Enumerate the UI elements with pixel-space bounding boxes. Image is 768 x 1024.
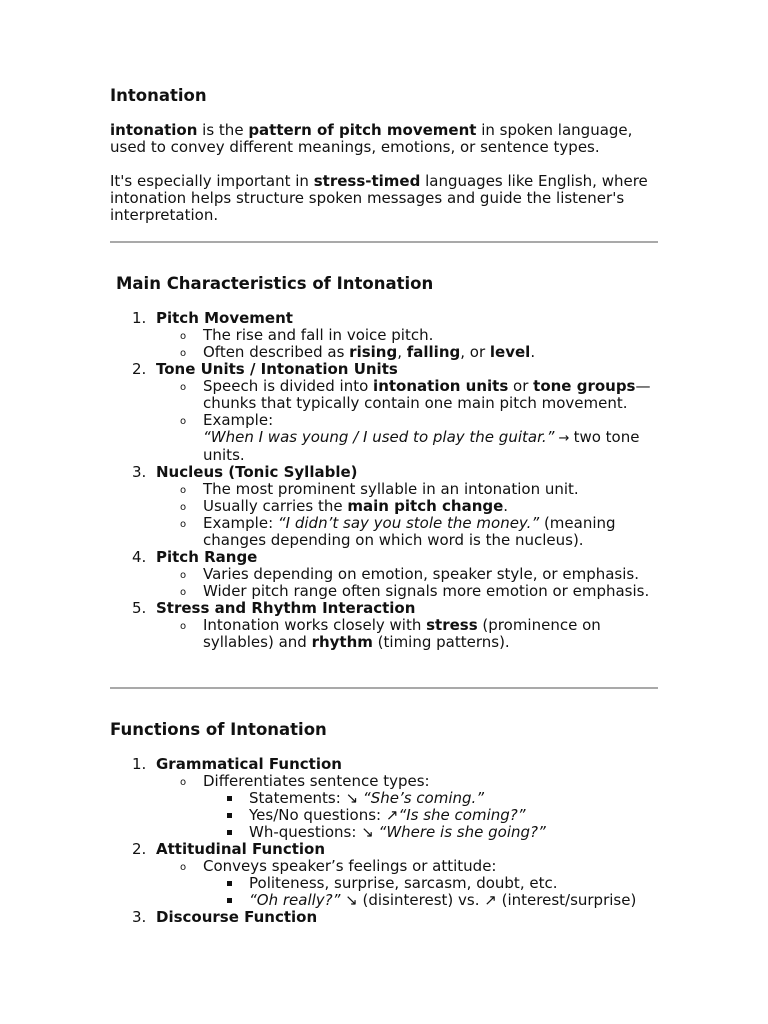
list-item: o Intonation works closely with stress (prominence on syllables) and rhythm (timing patterns). bbox=[180, 616, 601, 651]
list-item: o Varies depending on emotion, speaker style, or emphasis. bbox=[180, 565, 639, 583]
list-item: 3. Discourse Function bbox=[132, 908, 318, 926]
section-heading-functions: Functions of Intonation bbox=[110, 720, 327, 739]
characteristics-list bbox=[110, 310, 670, 651]
rising-arrow-icon: ↗ bbox=[385, 806, 399, 824]
list-item: o Differentiates sentence types: Statements: ↘ “She’s coming.” Yes/No questions: ↗“Is she coming?” Wh-questions: ↘ “Where is she going?” bbox=[156, 773, 670, 841]
list-item: o Speech is divided into intonation units or tone groups—chunks that typically contain one main pitch movement. bbox=[180, 377, 651, 412]
list-item: o Example: “I didn’t say you stole the money.” (meaning changes depending on which word is the nucleus). bbox=[180, 514, 616, 549]
functions-list bbox=[110, 756, 670, 926]
list-item: o The rise and fall in voice pitch. bbox=[180, 326, 434, 344]
list-item: 2. Tone Units / Intonation Units o Speech is divided into intonation units or tone groups—chunks that typically contain one main pitch movement. o Example: “When I was young / I used to play the guitar.” → two tone units. bbox=[110, 361, 670, 464]
list-item: o The most prominent syllable in an intonation unit. bbox=[180, 480, 579, 498]
falling-arrow-icon: ↘ bbox=[361, 823, 374, 841]
horizontal-divider bbox=[110, 241, 658, 243]
list-item: 1. Grammatical Function o Differentiates sentence types: Statements: ↘ “She’s coming.” Yes/No questions: ↗“Is she coming?” Wh-questions: ↘ “Where is she going?” bbox=[110, 756, 670, 841]
list-item: 4. Pitch Range o Varies depending on emotion, speaker style, or emphasis. o Wider pitch range often signals more emotion or emphasis. bbox=[110, 549, 670, 600]
list-item: o Usually carries the main pitch change. bbox=[180, 497, 509, 515]
list-item: o Often described as rising, falling, or level. bbox=[180, 343, 536, 361]
square-bullet-icon bbox=[227, 830, 232, 835]
list-item: “Oh really?” ↘ (disinterest) vs. ↗ (interest/surprise) bbox=[203, 892, 670, 909]
falling-arrow-icon: ↘ bbox=[340, 891, 363, 909]
list-item: 5. Stress and Rhythm Interaction o Intonation works closely with stress (prominence on syllables) and rhythm (timing patterns). bbox=[110, 600, 670, 651]
term-intonation: intonation bbox=[110, 121, 198, 139]
list-item: o Conveys speaker’s feelings or attitude: Politeness, surprise, sarcasm, doubt, etc. “Oh really?” ↘ (disinterest) vs. ↗ (interest/surprise) bbox=[156, 858, 670, 909]
square-bullet-icon bbox=[227, 813, 232, 818]
list-item: Politeness, surprise, sarcasm, doubt, etc. bbox=[203, 875, 670, 892]
rising-arrow-icon: ↗ bbox=[484, 891, 497, 909]
list-item: 1. Pitch Movement o The rise and fall in voice pitch. o Often described as rising, falling, or level. bbox=[110, 310, 670, 361]
list-item: 2. Attitudinal Function o Conveys speaker’s feelings or attitude: Politeness, surprise, sarcasm, doubt, etc. “Oh really?” ↘ (disinterest) vs. ↗ (interest/surprise) bbox=[110, 841, 670, 909]
horizontal-divider bbox=[110, 687, 658, 689]
list-item: o Wider pitch range often signals more emotion or emphasis. bbox=[180, 582, 650, 600]
list-item: Wh-questions: ↘ “Where is she going?” bbox=[203, 824, 670, 841]
list-item: 3. Nucleus (Tonic Syllable) o The most prominent syllable in an intonation unit. o Usually carries the main pitch change. o Example: “I didn’t say you stole the money.” (meaning changes depending on which word is the nucleus). bbox=[110, 464, 670, 549]
square-bullet-icon bbox=[227, 898, 232, 903]
list-item: Statements: ↘ “She’s coming.” bbox=[203, 790, 670, 807]
square-bullet-icon bbox=[227, 796, 232, 801]
intro-paragraph-1: intonation is the pattern of pitch movement in spoken language, used to convey different meanings, emotions, or sentence types. bbox=[110, 121, 633, 156]
right-arrow-icon: → bbox=[554, 431, 574, 446]
falling-arrow-icon: ↘ bbox=[345, 789, 359, 807]
square-bullet-icon bbox=[227, 881, 232, 886]
page-title: Intonation bbox=[110, 86, 207, 105]
list-item: Yes/No questions: ↗“Is she coming?” bbox=[203, 807, 670, 824]
section-heading-characteristics: Main Characteristics of Intonation bbox=[116, 274, 434, 293]
list-item: o Example: “When I was young / I used to play the guitar.” → two tone units. bbox=[180, 411, 640, 464]
intro-paragraph-2: It's especially important in stress-timed languages like English, where intonation helps structure spoken messages and guide the listener's interpretation. bbox=[110, 172, 648, 224]
